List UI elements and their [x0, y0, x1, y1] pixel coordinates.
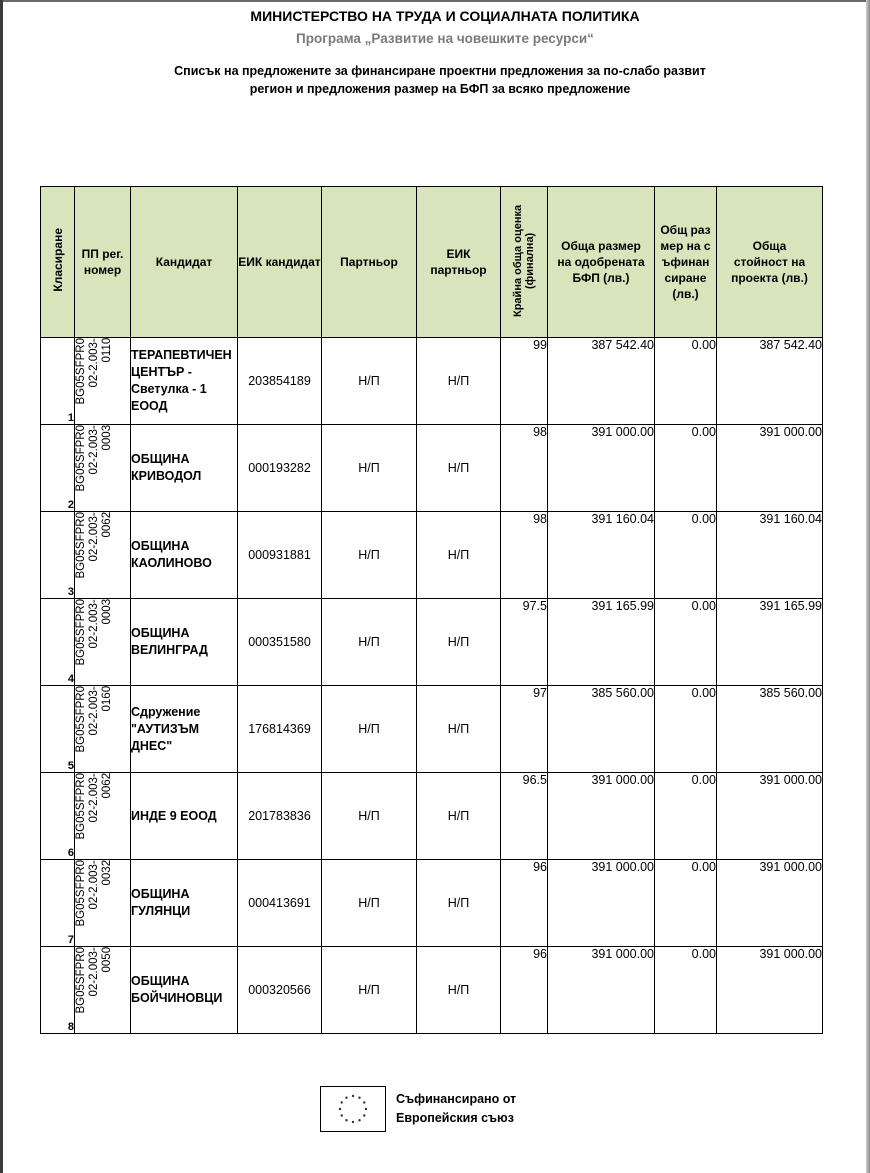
rank-cell: 5: [41, 686, 75, 773]
eik-candidate-cell: 000193282: [238, 425, 322, 512]
projects-table: [40, 186, 823, 1034]
cofin-cell: 0.00: [655, 512, 717, 599]
total-cell: 391 000.00: [717, 860, 823, 947]
bfp-cell: 391 000.00: [548, 860, 655, 947]
page-border-left: [0, 0, 3, 1173]
cofin-cell: 0.00: [655, 599, 717, 686]
cofin-cell: 0.00: [655, 773, 717, 860]
table-header-row: [41, 187, 823, 338]
list-title-line-1: Списък на предложените за финансиране проектни предложения за по-слабо развит: [174, 64, 706, 78]
partner-cell: Н/П: [322, 947, 417, 1034]
eu-flag-icon: [320, 1086, 386, 1132]
total-cell: 387 542.40: [717, 338, 823, 425]
eik-candidate-cell: 000320566: [238, 947, 322, 1034]
reg-no-cell: [75, 947, 131, 1034]
bfp-cell: 391 160.04: [548, 512, 655, 599]
ministry-title: МИНИСТЕРСТВО НА ТРУДА И СОЦИАЛНАТА ПОЛИТИКА: [250, 8, 640, 24]
bfp-cell: 391 000.00: [548, 425, 655, 512]
programme-title: Програма „Развитие на човешките ресурси“: [296, 31, 594, 46]
eu-flag-star: [352, 1095, 354, 1097]
reg-no-cell: [75, 773, 131, 860]
table-row: [41, 773, 823, 860]
rank-cell: 7: [41, 860, 75, 947]
cofin-cell: 0.00: [655, 947, 717, 1034]
total-cell: 391 000.00: [717, 947, 823, 1034]
eik-partner-cell: Н/П: [417, 947, 501, 1034]
col-eik-candidate: ЕИК кандидат: [238, 187, 322, 338]
partner-cell: Н/П: [322, 338, 417, 425]
rank-cell: 3: [41, 512, 75, 599]
eu-flag-star: [358, 1119, 360, 1121]
table-row: [41, 686, 823, 773]
rank-cell: 4: [41, 599, 75, 686]
cofin-cell: 0.00: [655, 338, 717, 425]
eik-candidate-cell: 000413691: [238, 860, 322, 947]
eu-flag-star: [339, 1108, 341, 1110]
reg-no-text: BG05SFPR0 02-2.003- 0003: [75, 599, 113, 666]
list-title-line-2: регион и предложения размер на БФП за всяко предложение: [249, 82, 631, 96]
eu-flag-star: [352, 1121, 354, 1123]
candidate-cell: Сдружение "АУТИЗЪМ ДНЕС": [131, 686, 238, 773]
total-cell: 391 165.99: [717, 599, 823, 686]
score-cell: 98: [501, 512, 548, 599]
eu-flag-star: [345, 1097, 347, 1099]
col-eik-partner: ЕИК партньор: [417, 187, 501, 338]
total-cell: 391 000.00: [717, 425, 823, 512]
candidate-cell: ОБЩИНА БОЙЧИНОВЦИ: [131, 947, 238, 1034]
eik-candidate-cell: 203854189: [238, 338, 322, 425]
col-partner: Партньор: [322, 187, 417, 338]
table-row: [41, 947, 823, 1034]
score-cell: 97: [501, 686, 548, 773]
reg-no-text: BG05SFPR0 02-2.003- 0032: [75, 860, 113, 927]
cofinanced-line-2: Европейския съюз: [396, 1111, 514, 1125]
rank-cell: 8: [41, 947, 75, 1034]
eik-partner-cell: Н/П: [417, 512, 501, 599]
candidate-cell: ОБЩИНА ГУЛЯНЦИ: [131, 860, 238, 947]
reg-no-cell: [75, 860, 131, 947]
eik-candidate-cell: 000351580: [238, 599, 322, 686]
reg-no-cell: [75, 686, 131, 773]
score-cell: 97.5: [501, 599, 548, 686]
rank-cell: 2: [41, 425, 75, 512]
reg-no-text: BG05SFPR0 02-2.003- 0110: [75, 338, 113, 405]
col-candidate: Кандидат: [131, 187, 238, 338]
candidate-cell: ТЕРАПЕВТИЧЕН ЦЕНТЪР - Светулка - 1 ЕООД: [131, 338, 238, 425]
partner-cell: Н/П: [322, 686, 417, 773]
reg-no-text: BG05SFPR0 02-2.003- 0062: [75, 773, 113, 840]
table-row: [41, 599, 823, 686]
cofin-cell: 0.00: [655, 860, 717, 947]
table-row: [41, 338, 823, 425]
candidate-cell: ОБЩИНА КРИВОДОЛ: [131, 425, 238, 512]
reg-no-cell: [75, 338, 131, 425]
partner-cell: Н/П: [322, 425, 417, 512]
total-cell: 391 160.04: [717, 512, 823, 599]
eik-partner-cell: Н/П: [417, 338, 501, 425]
total-cell: 391 000.00: [717, 773, 823, 860]
document-header: [0, 8, 870, 98]
reg-no-cell: [75, 512, 131, 599]
table-row: [41, 512, 823, 599]
rank-cell: 6: [41, 773, 75, 860]
table-row: [41, 860, 823, 947]
partner-cell: Н/П: [322, 512, 417, 599]
partner-cell: Н/П: [322, 860, 417, 947]
rank-cell: 1: [41, 338, 75, 425]
eu-flag-star: [363, 1101, 365, 1103]
eik-partner-cell: Н/П: [417, 860, 501, 947]
page-scroll-edge: [866, 0, 870, 1173]
reg-no-text: BG05SFPR0 02-2.003- 0050: [75, 947, 113, 1014]
col-bfp: Обща размер на одобрената БФП (лв.): [548, 187, 655, 338]
col-total: Обща стойност на проекта (лв.): [717, 187, 823, 338]
score-cell: 99: [501, 338, 548, 425]
eu-flag-star: [341, 1114, 343, 1116]
eu-flag-star: [363, 1114, 365, 1116]
eik-partner-cell: Н/П: [417, 686, 501, 773]
eik-partner-cell: Н/П: [417, 599, 501, 686]
reg-no-cell: [75, 425, 131, 512]
cofinanced-footer: [320, 1086, 516, 1132]
eu-flag-star: [358, 1097, 360, 1099]
partner-cell: Н/П: [322, 773, 417, 860]
eu-flag-star: [365, 1108, 367, 1110]
score-cell: 96: [501, 860, 548, 947]
bfp-cell: 391 000.00: [548, 947, 655, 1034]
reg-no-text: BG05SFPR0 02-2.003- 0062: [75, 512, 113, 579]
eu-flag-star: [341, 1101, 343, 1103]
score-cell: 96.5: [501, 773, 548, 860]
col-reg-no: ПП рег. номер: [75, 187, 131, 338]
col-cofin: Общ размер на съфинансиране (лв.): [655, 187, 717, 338]
eik-candidate-cell: 176814369: [238, 686, 322, 773]
table-row: [41, 425, 823, 512]
eu-flag-star: [345, 1119, 347, 1121]
page-border-top: [0, 0, 870, 2]
bfp-cell: 391 165.99: [548, 599, 655, 686]
score-cell: 98: [501, 425, 548, 512]
cofinanced-line-1: Съфинансирано от: [396, 1092, 517, 1106]
col-rank: Класиране: [41, 187, 75, 338]
reg-no-cell: [75, 599, 131, 686]
eik-partner-cell: Н/П: [417, 425, 501, 512]
candidate-cell: ИНДЕ 9 ЕООД: [131, 773, 238, 860]
cofin-cell: 0.00: [655, 425, 717, 512]
reg-no-text: BG05SFPR0 02-2.003- 0003: [75, 425, 113, 492]
col-final-score: Крайна обща оценка (финална): [501, 187, 548, 338]
total-cell: 385 560.00: [717, 686, 823, 773]
bfp-cell: 391 000.00: [548, 773, 655, 860]
bfp-cell: 387 542.40: [548, 338, 655, 425]
cofin-cell: 0.00: [655, 686, 717, 773]
bfp-cell: 385 560.00: [548, 686, 655, 773]
eik-candidate-cell: 000931881: [238, 512, 322, 599]
score-cell: 96: [501, 947, 548, 1034]
reg-no-text: BG05SFPR0 02-2.003- 0160: [75, 686, 113, 753]
candidate-cell: ОБЩИНА КАОЛИНОВО: [131, 512, 238, 599]
eik-partner-cell: Н/П: [417, 773, 501, 860]
candidate-cell: ОБЩИНА ВЕЛИНГРАД: [131, 599, 238, 686]
eik-candidate-cell: 201783836: [238, 773, 322, 860]
list-title: [10, 62, 870, 98]
cofinanced-text: [396, 1090, 516, 1128]
partner-cell: Н/П: [322, 599, 417, 686]
